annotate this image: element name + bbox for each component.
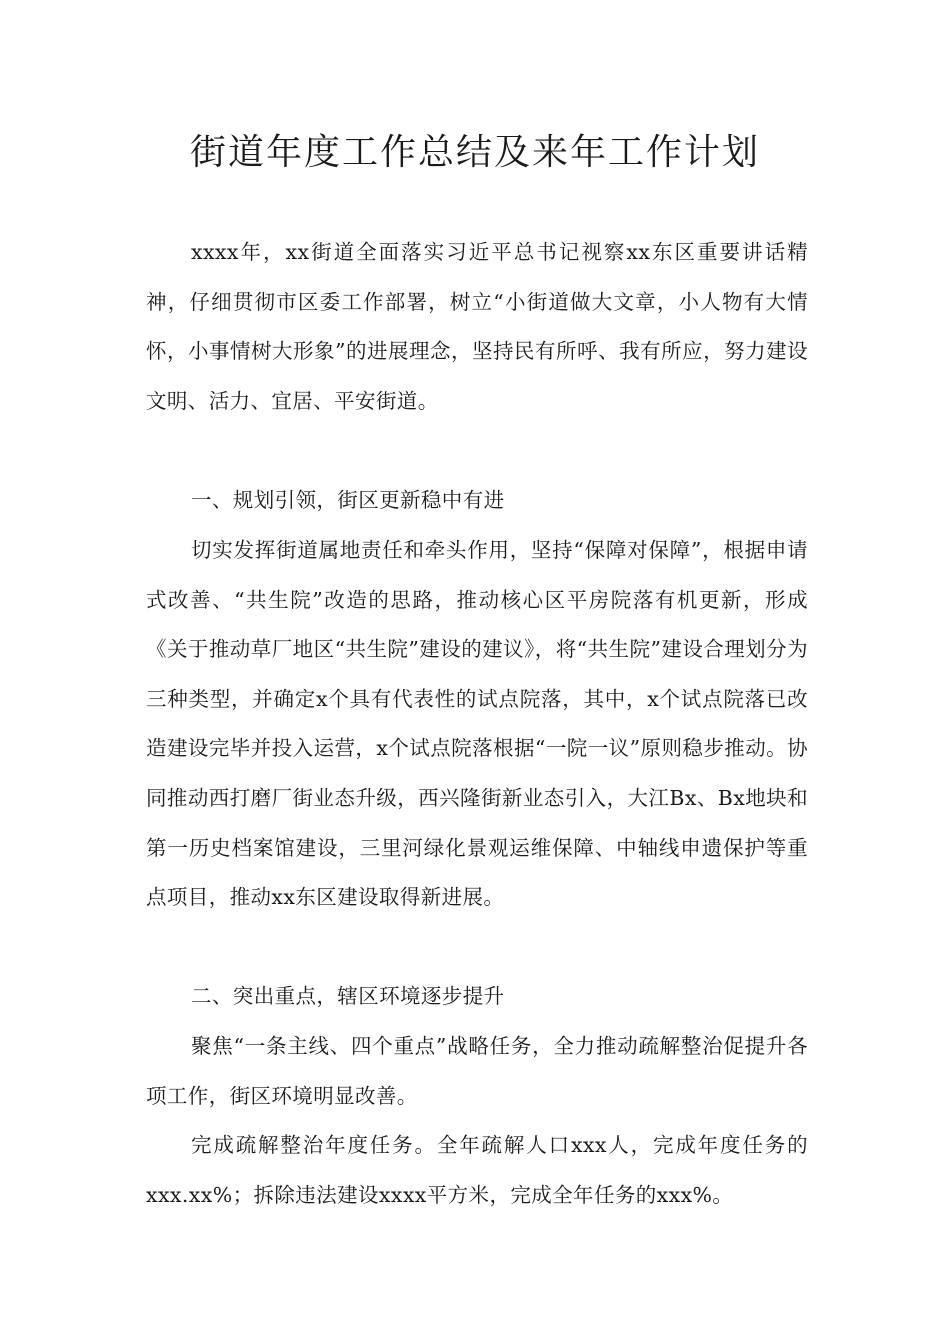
section-1-paragraph: 切实发挥街道属地责任和牵头作用，坚持“保障对保障”，根据申请式改善、“共生院”改造的思路，推动核心区平房院落有机更新，形成《关于推动草厂地区“共生院”建设的建议》，将“共生院”建设合理划分为三种类型，并确定x个具有代表性的试点院落，其中，x个试点院落已改造建设完毕并投入运营，x个试点院落根据“一院一议”原则稳步推动。协同推动西打磨厂街业态升级，西兴隆街新业态引入，大江Bx、Bx地块和第一历史档案馆建设，三里河绿化景观运维保障、中轴线申遗保护等重点项目，推动xx东区建设取得新进展。	[146, 538, 808, 910]
section-heading-2: 二、突出重点，辖区环境逐步提升	[191, 984, 505, 1008]
section-heading-1: 一、规划引领，街区更新稳中有进	[191, 488, 505, 512]
intro-paragraph: xxxx年，xx街道全面落实习近平总书记视察xx东区重要讲话精神，仔细贯彻市区委工作部署，树立“小街道做大文章，小人物有大情怀，小事情树大形象”的进展理念，坚持民有所呼、我有所应，努力建设文明、活力、宜居、平安街道。	[146, 240, 808, 413]
section-2-paragraph: 聚焦“一条主线、四个重点”战略任务，全力推动疏解整治促提升各项工作，街区环境明显改善。	[146, 1034, 808, 1108]
document-title: 街道年度工作总结及来年工作计划	[189, 132, 760, 173]
section-2-detail-paragraph: 完成疏解整治年度任务。全年疏解人口xxx人，完成年度任务的xxx.xx%；拆除违法建设xxxx平方米，完成全年任务的xxx%。	[146, 1133, 808, 1207]
